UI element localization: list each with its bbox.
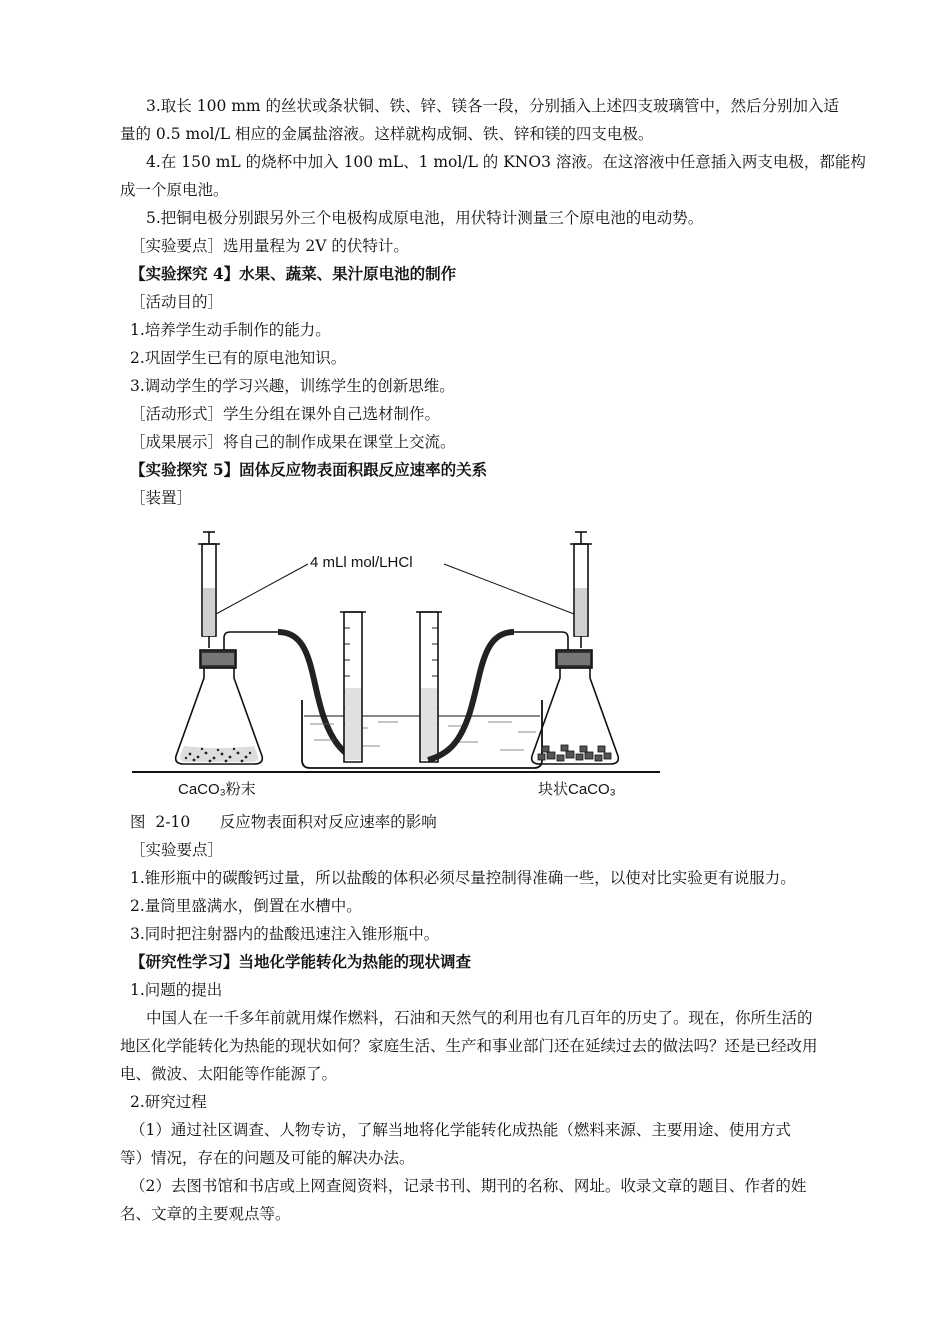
process-item-1-line-1: （1）通过社区调查、人物专访，了解当地将化学能转化成热能（燃料来源、主要用途、使用方式 (130, 1121, 791, 1139)
paragraph-step-5: 5.把铜电极分别跟另外三个电极构成原电池，用伏特计测量三个原电池的电动势。 (146, 209, 704, 227)
paragraph-step-4-line-2: 成一个原电池。 (120, 181, 229, 199)
activity-form: ［活动形式］学生分组在课外自己选材制作。 (130, 405, 441, 423)
apparatus-diagram (128, 528, 663, 808)
caco3-powder-label: CaCO₃粉末 (178, 781, 256, 798)
section-research-process: 2.研究过程 (130, 1093, 207, 1111)
purpose-item-2: 2.巩固学生已有的原电池知识。 (130, 349, 347, 367)
activity-purpose-label: ［活动目的］ (130, 293, 224, 311)
key-point-1: 1.锥形瓶中的碳酸钙过量，所以盐酸的体积必须尽量控制得准确一些，以使对比实验更有说服力。 (130, 869, 796, 887)
process-item-2-line-2: 名、文章的主要观点等。 (120, 1205, 291, 1223)
key-point-2: 2.量筒里盛满水，倒置在水槽中。 (130, 897, 362, 915)
results-display: ［成果展示］将自己的制作成果在课堂上交流。 (130, 433, 456, 451)
paragraph-step-3-line-2: 量的 0.5 mol/L 相应的金属盐溶液。这样就构成铜、铁、锌和镁的四支电极。 (120, 125, 654, 143)
problem-paragraph-line-1: 中国人在一千多年前就用煤作燃料，石油和天然气的利用也有几百年的历史了。现在，你所生活的 (146, 1009, 813, 1027)
heading-research-study: 【研究性学习】当地化学能转化为热能的现状调查 (130, 952, 472, 971)
paragraph-step-4-line-1: 4.在 150 mL 的烧杯中加入 100 mL、1 mol/L 的 KNO3 溶液。在这溶液中任意插入两支电极，都能构 (146, 153, 866, 171)
caco3-lump-label: 块状CaCO₃ (538, 781, 616, 798)
purpose-item-3: 3.调动学生的学习兴趣，训练学生的创新思维。 (130, 377, 455, 395)
process-item-2-line-1: （2）去图书馆和书店或上网查阅资料，记录书刊、期刊的名称、网址。收录文章的题目、作者的姓 (130, 1177, 807, 1195)
experiment-key-point: ［实验要点］选用量程为 2V 的伏特计。 (130, 237, 409, 255)
key-points-label: ［实验要点］ (130, 841, 224, 859)
heading-experiment-4: 【实验探究 4】水果、蔬菜、果汁原电池的制作 (130, 264, 457, 283)
problem-paragraph-line-3: 电、微波、太阳能等作能源了。 (120, 1065, 338, 1083)
section-problem-raised: 1.问题的提出 (130, 981, 223, 999)
paragraph-step-3-line-1: 3.取长 100 mm 的丝状或条状铜、铁、锌、镁各一段，分别插入上述四支玻璃管中，然后分别加入适 (146, 97, 840, 115)
figure-caption: 图 2-10 反应物表面积对反应速率的影响 (130, 813, 437, 831)
heading-experiment-5: 【实验探究 5】固体反应物表面积跟反应速率的关系 (130, 460, 488, 479)
hcl-label: 4 mLl mol/LHCl (310, 554, 413, 571)
purpose-item-1: 1.培养学生动手制作的能力。 (130, 321, 331, 339)
process-item-1-line-2: 等）情况，存在的问题及可能的解决办法。 (120, 1149, 415, 1167)
key-point-3: 3.同时把注射器内的盐酸迅速注入锥形瓶中。 (130, 925, 440, 943)
problem-paragraph-line-2: 地区化学能转化为热能的现状如何？家庭生活、生产和事业部门还在延续过去的做法吗？还是已经改用 (120, 1037, 818, 1055)
apparatus-label: ［装置］ (130, 489, 193, 507)
